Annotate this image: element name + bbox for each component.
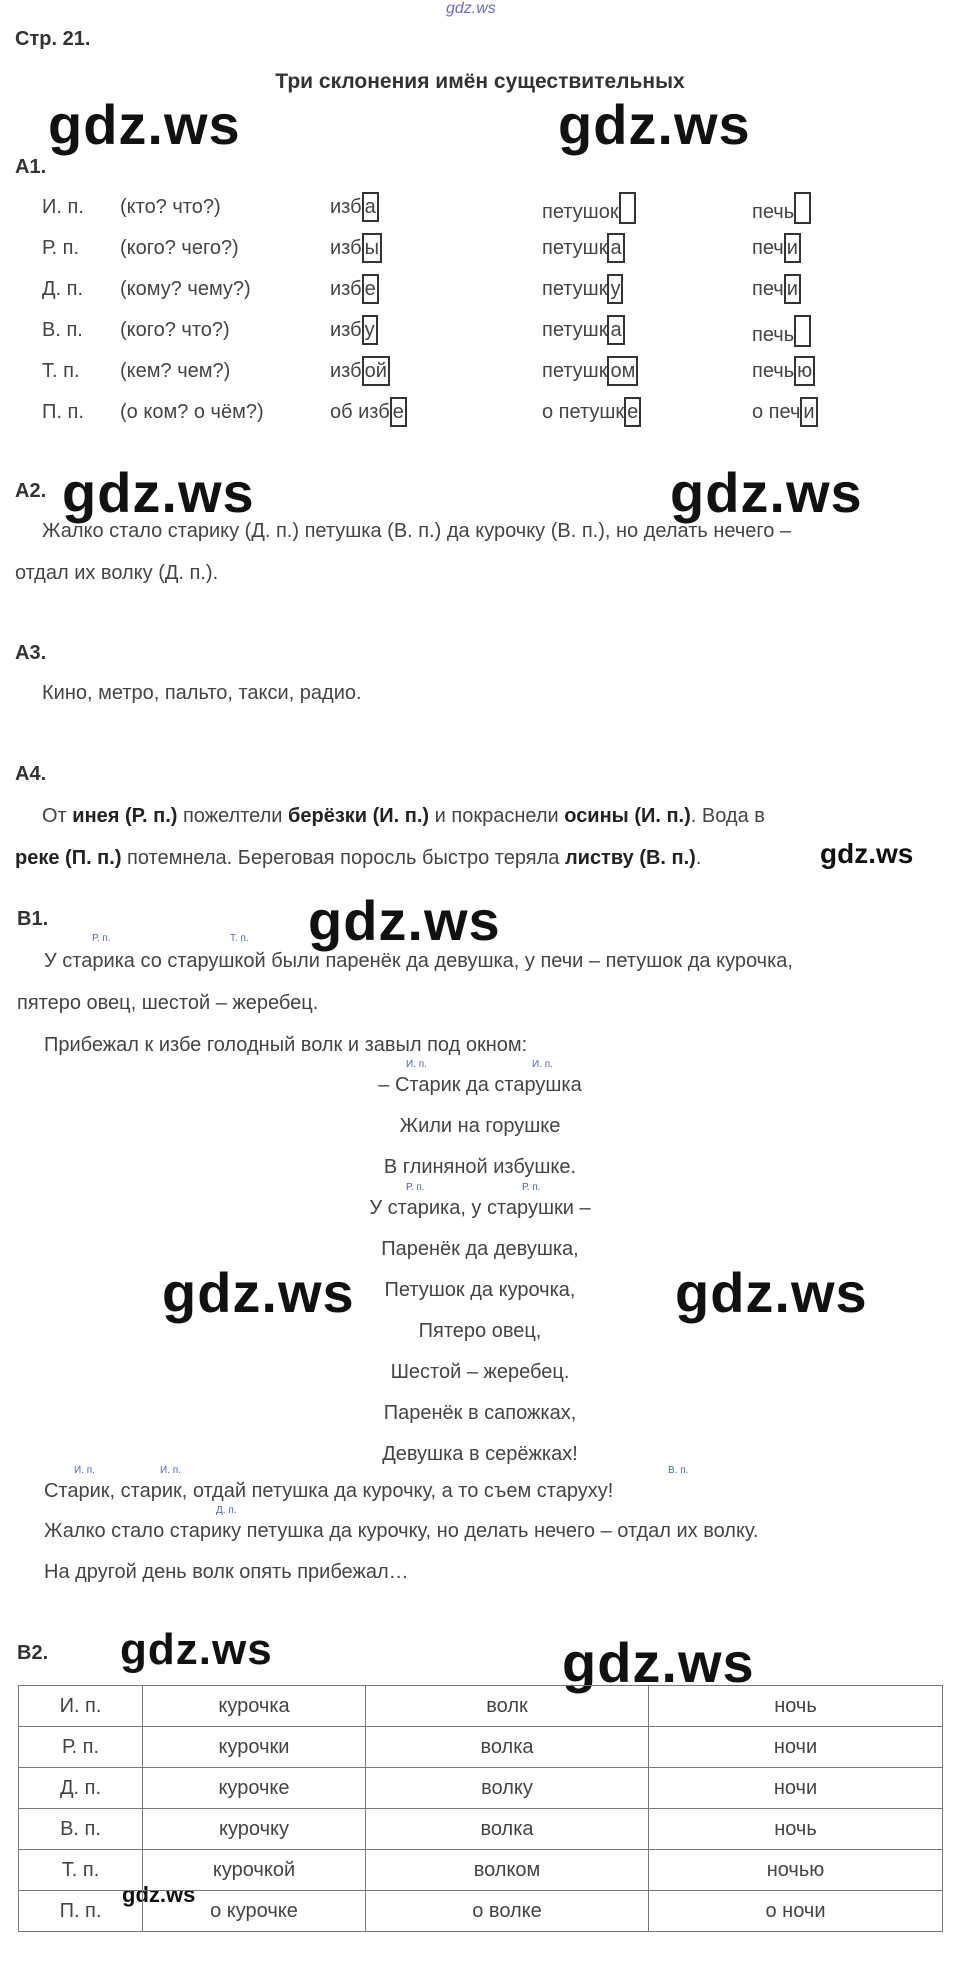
word-stem: петушк [542, 278, 608, 300]
b1-line: Старик, старик, отдай петушка да курочку, а то съем старуху! [44, 1480, 614, 1502]
word-stem: изб [330, 237, 362, 259]
word-form [330, 233, 382, 263]
a4-bold: осины (И. п.) [564, 805, 691, 827]
b1-line: Прибежал к избе голодный волк и завыл под окном: [44, 1034, 528, 1056]
word-form [330, 397, 407, 427]
a4-text: пожелтели [177, 805, 289, 827]
a4-bold: берёзки (И. п.) [288, 805, 430, 827]
a4-text: потемнела. Береговая поросль быстро теряла [121, 847, 565, 869]
word-form [752, 233, 801, 263]
case-cell: Т. п. [19, 1850, 143, 1891]
table-cell: ночью [649, 1850, 943, 1891]
case-cell: В. п. [19, 1809, 143, 1850]
watermark: gdz.ws [120, 1625, 273, 1674]
watermark: gdz.ws [558, 93, 751, 156]
case-cell: Д. п. [19, 1768, 143, 1809]
case-mark: В. п. [668, 1465, 689, 1476]
poem-line: Петушок да курочка, [384, 1279, 576, 1301]
word-form [542, 192, 636, 224]
watermark: gdz.ws [162, 1261, 355, 1324]
table-cell: ночь [649, 1686, 943, 1727]
case-cell: Р. п. [19, 1727, 143, 1768]
ending-box: ом [607, 356, 638, 386]
word-form [542, 274, 623, 304]
a2-line: Жалко стало старику (Д. п.) петушка (В. п.) да курочку (В. п.), но делать нечего – [42, 520, 792, 542]
word-stem: печь [752, 324, 795, 346]
table-cell: курочки [143, 1727, 366, 1768]
watermark: gdz.ws [48, 93, 241, 156]
a4-line [15, 837, 701, 879]
case-question: (кому? чему?) [120, 278, 251, 300]
word-stem: изб [330, 319, 362, 341]
poem-line: Паренёк да девушка, [381, 1238, 579, 1260]
case-cell: П. п. [19, 1891, 143, 1932]
a4-text: и покраснели [429, 805, 565, 827]
ending-box [794, 192, 811, 224]
poem-line: – Старик да старушка [378, 1074, 582, 1096]
word-stem: петушк [542, 237, 608, 259]
section-label-a2: А2. [15, 480, 47, 502]
case-question: (кого? что?) [120, 319, 230, 341]
page-label: Стр. 21. [15, 28, 91, 50]
watermark: gdz.ws [62, 461, 255, 524]
ending-box [794, 315, 811, 347]
watermark: gdz.ws [675, 1261, 868, 1324]
word-stem: петушк [542, 319, 608, 341]
section-label-b2: В2. [17, 1642, 49, 1664]
ending-box: и [784, 274, 801, 304]
table-cell: курочкой [143, 1850, 366, 1891]
table-cell: курочка [143, 1686, 366, 1727]
ending-box: а [607, 233, 624, 263]
word-form [752, 397, 818, 427]
word-stem: об изб [330, 401, 390, 423]
poem-line: Девушка в серёжках! [382, 1443, 578, 1465]
table-cell: о ночи [649, 1891, 943, 1932]
a4-line [42, 795, 765, 837]
word-stem: о петушк [542, 401, 625, 423]
case-mark: И. п. [406, 1059, 427, 1070]
watermark: gdz.ws [820, 838, 914, 869]
poem-line: Жили на горушке [399, 1115, 561, 1137]
ending-box: е [390, 397, 407, 427]
word-form [542, 397, 641, 427]
section-label-a3: А3. [15, 642, 47, 664]
watermark: gdz.ws [670, 461, 863, 524]
a4-text: От [42, 805, 73, 827]
section-label-a4: А4. [15, 763, 47, 785]
poem-line: У старика, у старушки – [369, 1197, 591, 1219]
case-label: В. п. [42, 319, 83, 341]
b1-line: На другой день волк опять прибежал… [44, 1561, 409, 1583]
word-stem: печ [752, 278, 784, 300]
ending-box: и [784, 233, 801, 263]
table-cell: ночи [649, 1768, 943, 1809]
table-cell: волком [366, 1850, 649, 1891]
case-label: И. п. [42, 196, 84, 218]
word-stem: печ [752, 237, 784, 259]
table-row [19, 1727, 943, 1768]
watermark: gdz.ws [122, 1882, 196, 1907]
table-row [19, 1891, 943, 1932]
case-mark: Р. п. [522, 1182, 541, 1193]
a4-text: . Вода в [690, 805, 765, 827]
table-cell: курочке [143, 1768, 366, 1809]
word-stem: печь [752, 201, 795, 223]
case-question: (о ком? о чём?) [120, 401, 264, 423]
word-stem: изб [330, 196, 362, 218]
a4-bold: реке (П. п.) [15, 847, 122, 869]
case-label: Д. п. [42, 278, 84, 300]
case-mark: Р. п. [406, 1182, 425, 1193]
a4-bold: листву (В. п.) [564, 847, 696, 869]
table-cell: волка [366, 1727, 649, 1768]
case-question: (кого? чего?) [120, 237, 239, 259]
word-form [542, 315, 625, 345]
word-stem: изб [330, 278, 362, 300]
ending-box: и [800, 397, 817, 427]
a4-bold: инея (Р. п.) [72, 805, 178, 827]
a4-text: . [695, 847, 702, 869]
poem-line: Пятеро овец, [418, 1320, 542, 1342]
word-form [752, 274, 801, 304]
word-form [752, 315, 811, 347]
section-label-b1: В1. [17, 908, 49, 930]
b1-line: Жалко стало старику петушка да курочку, но делать нечего – отдал их волку. [44, 1520, 759, 1542]
watermark: gdz.ws [562, 1631, 755, 1694]
declension-table [18, 1685, 943, 1932]
section-label-a1: А1. [15, 156, 47, 178]
table-cell: волка [366, 1809, 649, 1850]
table-cell: о волке [366, 1891, 649, 1932]
poem-line: Шестой – жеребец. [390, 1361, 570, 1383]
word-stem: петушк [542, 360, 608, 382]
word-stem: о печ [752, 401, 801, 423]
ending-box: ы [362, 233, 382, 263]
case-cell: И. п. [19, 1686, 143, 1727]
word-form [330, 274, 379, 304]
ending-box: ой [362, 356, 390, 386]
poem-line: В глиняной избушке. [383, 1156, 577, 1178]
ending-box: е [624, 397, 641, 427]
case-label: П. п. [42, 401, 84, 423]
ending-box: а [362, 192, 379, 222]
b1-line: У старика со старушкой были паренёк да девушка, у печи – петушок да курочка, [44, 950, 793, 972]
case-mark: И. п. [160, 1465, 181, 1476]
word-form [752, 192, 811, 224]
ending-box: у [362, 315, 378, 345]
table-row [19, 1768, 943, 1809]
table-cell: ночи [649, 1727, 943, 1768]
case-mark: Р. п. [92, 933, 111, 944]
table-row [19, 1686, 943, 1727]
table-cell: ночь [649, 1809, 943, 1850]
watermark: gdz.ws [308, 889, 501, 952]
case-mark: Д. п. [216, 1505, 237, 1516]
table-cell: волку [366, 1768, 649, 1809]
word-stem: петушок [542, 201, 619, 223]
case-label: Т. п. [42, 360, 80, 382]
case-mark: Т. п. [230, 933, 249, 944]
page-title: Три склонения имён существительных [275, 70, 685, 93]
case-mark: И. п. [74, 1465, 95, 1476]
word-stem: изб [330, 360, 362, 382]
ending-box: у [607, 274, 623, 304]
table-cell: волк [366, 1686, 649, 1727]
word-form [752, 356, 815, 386]
poem-line: Паренёк в сапожках, [383, 1402, 577, 1424]
table-row [19, 1809, 943, 1850]
b1-line: пятеро овец, шестой – жеребец. [17, 992, 319, 1014]
table-cell: курочку [143, 1809, 366, 1850]
a3-text: Кино, метро, пальто, такси, радио. [42, 682, 362, 704]
case-label: Р. п. [42, 237, 80, 259]
table-cell: о курочке [143, 1891, 366, 1932]
a2-line: отдал их волку (Д. п.). [15, 562, 219, 584]
word-form [542, 233, 625, 263]
ending-box: е [362, 274, 379, 304]
word-form [330, 356, 390, 386]
word-form [330, 192, 379, 222]
word-stem: печь [752, 360, 795, 382]
case-mark: И. п. [532, 1059, 553, 1070]
case-question: (кем? чем?) [120, 360, 231, 382]
case-question: (кто? что?) [120, 196, 221, 218]
ending-box: ю [794, 356, 815, 386]
ending-box [619, 192, 636, 224]
ending-box: а [607, 315, 624, 345]
word-form [542, 356, 638, 386]
word-form [330, 315, 378, 345]
table-row [19, 1850, 943, 1891]
top-watermark: gdz.ws [446, 0, 496, 17]
